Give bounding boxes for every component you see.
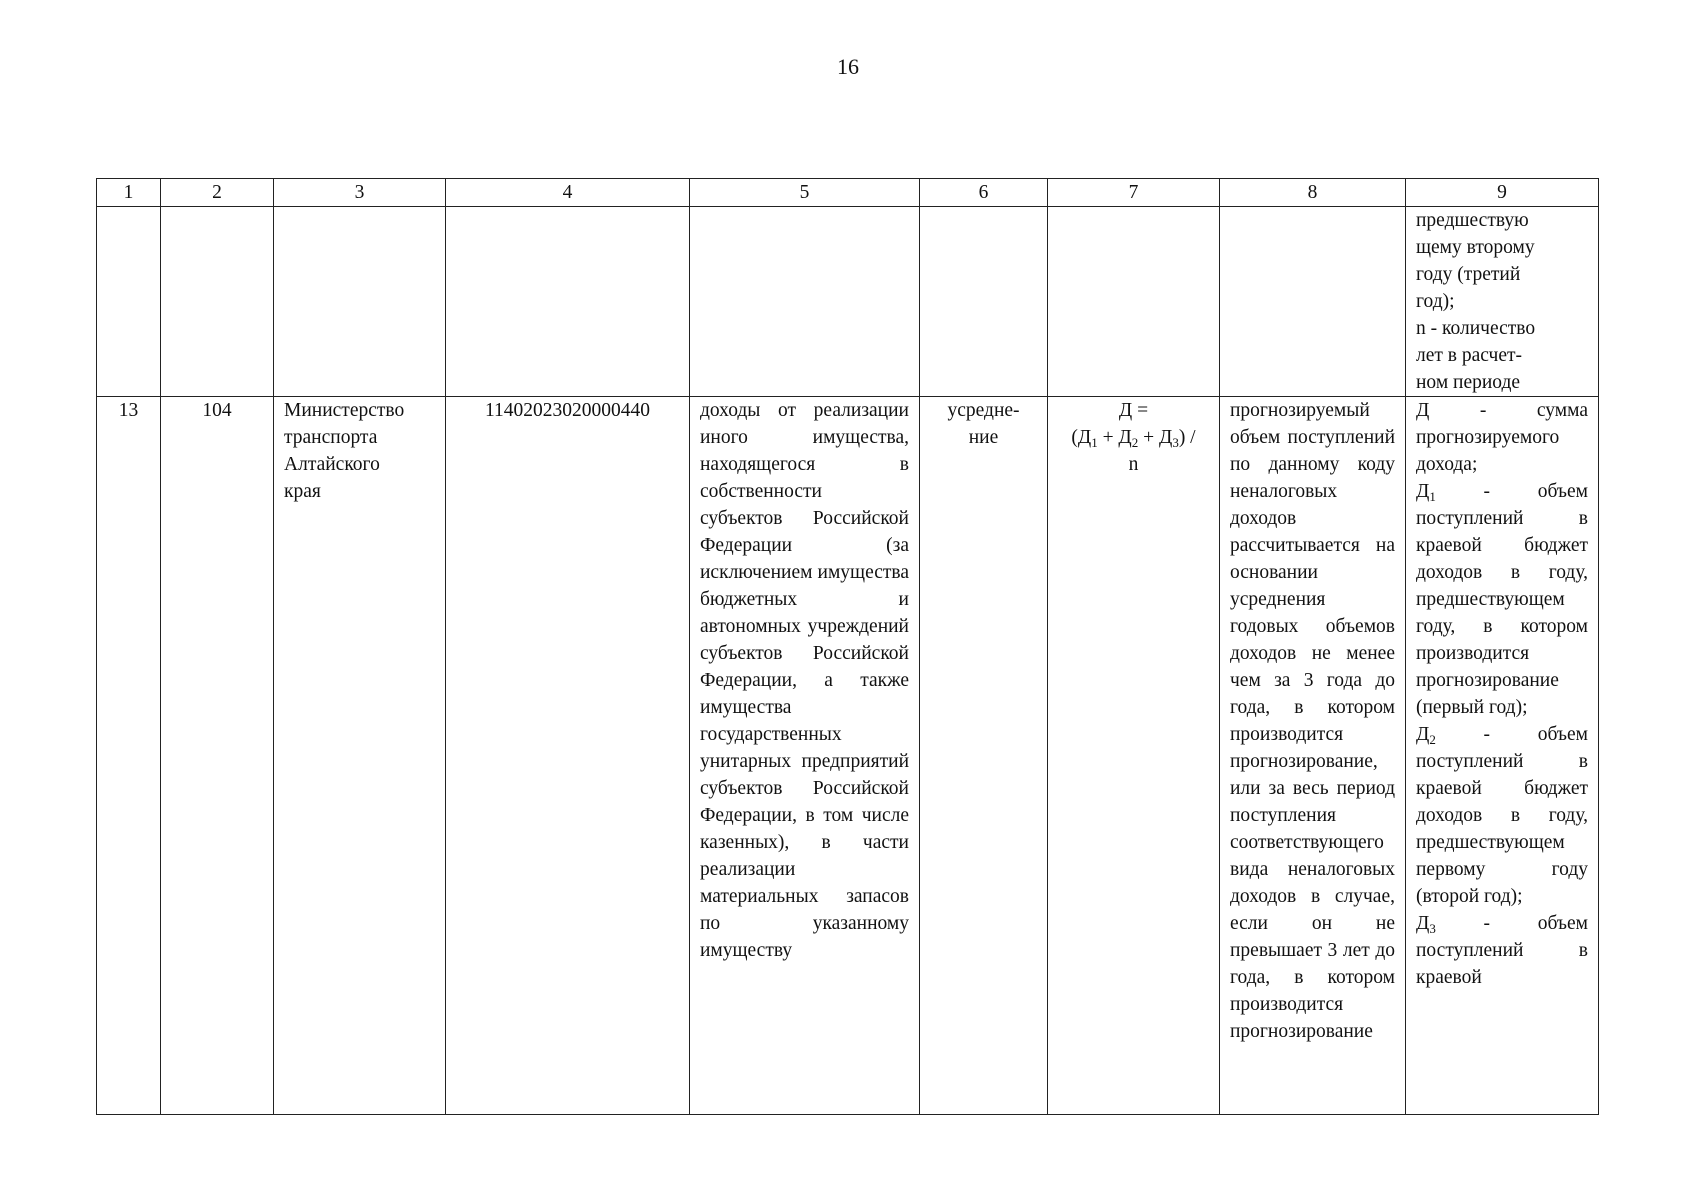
table-cell <box>1220 207 1406 397</box>
indicators-cell <box>1406 397 1599 1115</box>
header-cell: 8 <box>1220 179 1406 207</box>
method-cell: усредне- ние <box>920 397 1048 1115</box>
header-cell: 3 <box>274 179 446 207</box>
table-cell <box>1048 207 1220 397</box>
table-cell <box>446 207 690 397</box>
header-cell: 1 <box>97 179 161 207</box>
header-cell: 7 <box>1048 179 1220 207</box>
formula-cell <box>1048 397 1220 1115</box>
indicator-d1: $Д_1$ - объем поступлений в краевой бюджет доходов в году, предшествующем году, в котором производится прогнозирование (первый год); <box>1416 481 1588 718</box>
table-cell <box>274 207 446 397</box>
table-row <box>97 397 1599 1115</box>
table-cell <box>97 207 161 397</box>
page-number: 16 <box>837 54 859 79</box>
table-cell <box>920 207 1048 397</box>
formula-line-3: n <box>1128 454 1139 475</box>
table-header-row <box>97 179 1599 207</box>
methodology-table <box>96 178 1599 1115</box>
header-cell: 2 <box>161 179 274 207</box>
formula-line-1: Д = <box>1118 400 1149 421</box>
income-name-cell: доходы от реализации иного имущества, находящегося в собственности субъектов Российской Федерации (за исключением имущества бюджетных и автономных учреждений субъектов Российской Федерации, а также имущества государственных унитарных предприятий субъектов Российской Федерации, в том числе казенных), в части реализации материальных запасов по указанному имуществу <box>690 397 920 1115</box>
indicator-d: Д - сумма прогнозируемого дохода; <box>1416 400 1588 475</box>
code-cell: 104 <box>161 397 274 1115</box>
indicator-d2: $Д_2$ - объем поступлений в краевой бюджет доходов в году, предшествующем первому году (второй год); <box>1416 724 1588 907</box>
header-cell: 5 <box>690 179 920 207</box>
algorithm-cell: прогнозируемый объем поступлений по данному коду неналоговых доходов рассчитывается на основании усреднения годовых объемов доходов не менее чем за 3 года до года, в котором производится прогнозирование, или за весь период поступления соответствующего вида неналоговых доходов в случае, если он не превышает 3 лет до года, в котором производится прогнозирование <box>1220 397 1406 1115</box>
continuation-row <box>97 207 1599 397</box>
header-cell: 9 <box>1406 179 1599 207</box>
row-number-cell: 13 <box>97 397 161 1115</box>
indicators-continuation-cell: предшествую щему второму году (третий год); n - количество лет в расчет- ном периоде <box>1406 207 1599 397</box>
administrator-cell: Министерство транспорта Алтайского края <box>274 397 446 1115</box>
table-cell <box>690 207 920 397</box>
indicator-d3: $Д_3$ - объем поступлений в краевой <box>1416 913 1588 988</box>
header-cell: 4 <box>446 179 690 207</box>
kbk-cell: 11402023020000440 <box>446 397 690 1115</box>
table-cell <box>161 207 274 397</box>
formula-line-2: $(Д_1 + Д_2 + Д_3)$ / <box>1071 427 1196 450</box>
header-cell: 6 <box>920 179 1048 207</box>
